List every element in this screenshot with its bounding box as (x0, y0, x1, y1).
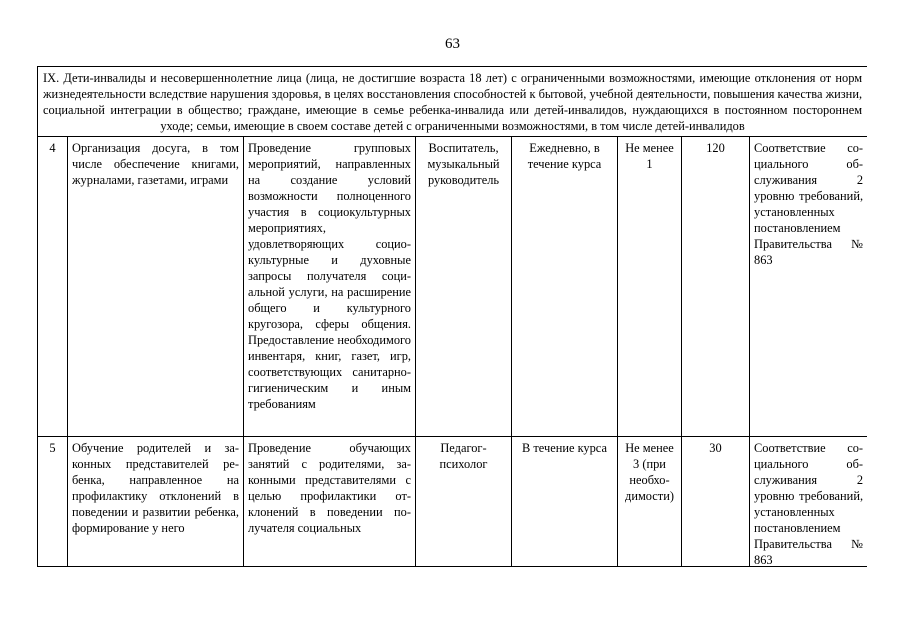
service-volume: Не менее 3 (при необходимости) (618, 437, 682, 568)
service-criteria: Соответствие социального обслуживания 2 уровню требований, установленных постановлением Правительства № 863 (750, 437, 868, 568)
section-header-row (38, 67, 868, 137)
service-period: В течение курса (512, 437, 618, 568)
service-description: Проведение обучающих занятий с родителями, законными представителями с целью профилактики отклонений в поведении получателя социальных (244, 437, 416, 568)
services-table-viewport (37, 66, 867, 567)
service-name: Организация досуга, в том числе обеспечение книгами, журналами, газетами, играми (68, 137, 244, 437)
page-number: 63 (445, 36, 460, 52)
service-executor: Педагог-психолог (416, 437, 512, 568)
table-row (38, 437, 868, 568)
table-row (38, 137, 868, 437)
service-count: 120 (682, 137, 750, 437)
section-header: IX. Дети-инвалиды и несовершеннолетние лица (лица, не достигшие возраста 18 лет) с ограниченными возможностями, имеющие отклонения от норм жизнедеятельности вследствие нарушения здоровья, в целях восстановления способностей к бытовой, учебной деятельности, повышения качества жизни, социальной интеграции в общество; граждане, имеющие в семье ребенка-инвалида или детей-инвалидов, нуждающихся в постоянном постороннем уходе; семьи, имеющие в своем составе детей с ограниченными возможностями, в том числе детей-инвалидов (38, 67, 868, 137)
services-table (37, 66, 867, 567)
row-number: 5 (38, 437, 68, 568)
service-volume: Не менее 1 (618, 137, 682, 437)
service-criteria: Соответствие социального обслуживания 2 уровню требований, установленных постановлением Правительства № 863 (750, 137, 868, 437)
service-name: Обучение родителей и законных представителей ребенка, направленное на профилактику отклонений в поведении и развитии ребенка, формирование у него (68, 437, 244, 568)
service-description: Проведение групповых мероприятий, направленных на создание условий возможности полноценного участия в социокультурных мероприятиях, удовлетворяющих социокультурные и духовные запросы получателя социальной услуги, на расширение общего и культурного кругозора, сферы общения. Предоставление необходимого инвентаря, книг, газет, игр, соответствующих санитарно-гигиеническим и иным требованиям (244, 137, 416, 437)
service-count: 30 (682, 437, 750, 568)
row-number: 4 (38, 137, 68, 437)
service-period: Ежедневно, в течение курса (512, 137, 618, 437)
service-executor: Воспитатель, музыкальный руководитель (416, 137, 512, 437)
